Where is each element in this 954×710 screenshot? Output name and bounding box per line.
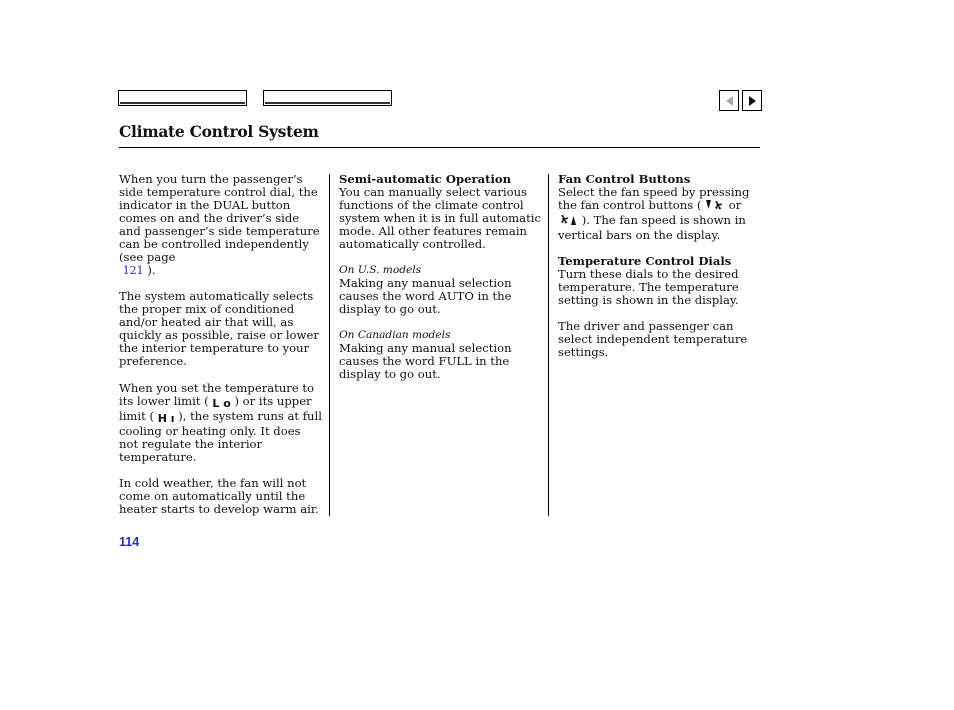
page-title: Climate Control System bbox=[119, 122, 319, 141]
section-tab-1[interactable] bbox=[118, 90, 247, 106]
prev-page-icon bbox=[726, 96, 733, 106]
heading-semi-automatic: Semi-automatic Operation bbox=[339, 172, 512, 186]
paragraph-temperature-dials: Turn these dials to the desired temperature. The temperature setting is shown in the display. bbox=[558, 267, 739, 307]
heading-temperature-dials: Temperature Control Dials bbox=[558, 254, 732, 268]
paragraph-cold-weather: In cold weather, the fan will not come on automatically until the heater starts to develop warm air. bbox=[119, 476, 319, 516]
lo-icon: L o bbox=[212, 397, 231, 410]
section-tab-2[interactable] bbox=[263, 90, 392, 106]
column-1 bbox=[119, 173, 322, 516]
next-page-icon bbox=[749, 96, 756, 106]
paragraph-auto-mix: The system automatically selects the proper mix of conditioned and/or heated air that will, as quickly as possible, raise or lower the interior temperature to your preference. bbox=[119, 289, 319, 368]
column-2 bbox=[339, 173, 544, 381]
paragraph-us-models: Making any manual selection causes the word AUTO in the display to go out. bbox=[339, 276, 512, 316]
paragraph-fan-control: Select the fan speed by pressing the fan control buttons ( or ). The fan speed is shown in vertical bars on the display. bbox=[558, 185, 750, 242]
heading-fan-control: Fan Control Buttons bbox=[558, 172, 691, 186]
column-divider-1 bbox=[329, 174, 330, 516]
label-canadian-models: On Canadian models bbox=[339, 329, 451, 341]
paragraph-dual: When you turn the passenger’s side temperature control dial, the indicator in the DUAL button comes on and the driver’s side and passenger’s side temperature can be controlled independently (see page 121 ). bbox=[119, 172, 320, 277]
paragraph-canadian-models: Making any manual selection causes the word FULL in the display to go out. bbox=[339, 341, 512, 381]
prev-page-button[interactable] bbox=[719, 90, 739, 111]
paragraph-semi-automatic: You can manually select various functions of the climate control system when it is in full automatic mode. All other features remain automatically controlled. bbox=[339, 185, 541, 251]
paragraph-limits: When you set the temperature to its lower limit ( L o ) or its upper limit ( H ı ), the system runs at full cooling or heating only. It does not regulate the interior temperature. bbox=[119, 381, 322, 464]
hi-icon: H ı bbox=[157, 412, 175, 425]
page-number: 114 bbox=[119, 535, 140, 549]
label-us-models: On U.S. models bbox=[339, 264, 422, 276]
column-divider-2 bbox=[548, 174, 549, 516]
column-3 bbox=[558, 173, 758, 359]
page-link-121[interactable]: 121 bbox=[122, 264, 144, 277]
next-page-button[interactable] bbox=[742, 90, 762, 111]
paragraph-independent-settings: The driver and passenger can select independent temperature settings. bbox=[558, 319, 748, 359]
fan-up-icon bbox=[558, 214, 578, 229]
title-rule bbox=[119, 147, 760, 148]
fan-down-icon bbox=[705, 199, 725, 214]
